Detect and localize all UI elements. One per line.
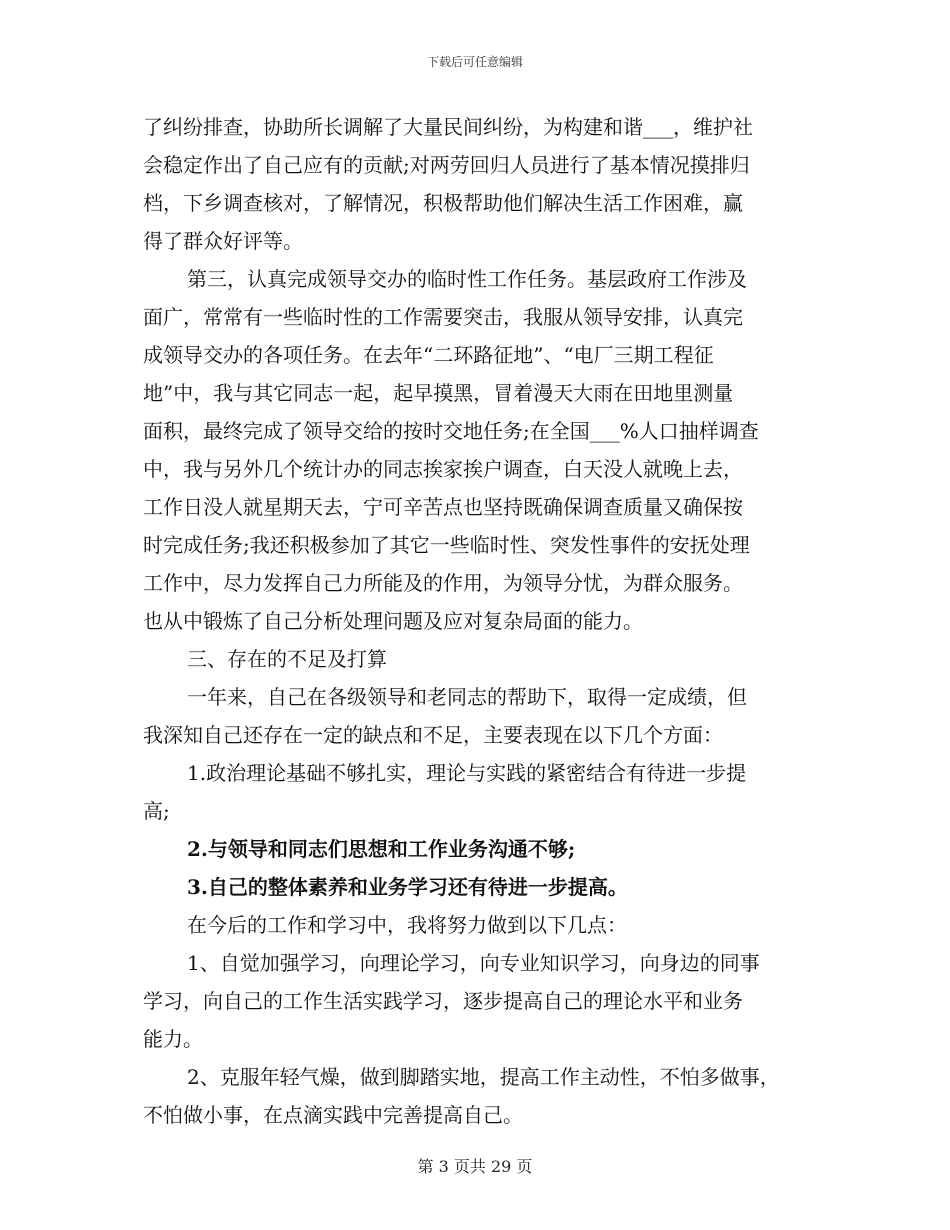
list-item: 1.政治理论基础不够扎实，理论与实践的紧密结合有待进一步提 [187,761,747,785]
page-footer: 第 3 页共 29 页 [417,1157,533,1176]
text-line: 得了群众好评等。 [143,229,303,253]
section-heading: 三、存在的不足及打算 [187,647,387,671]
text-line: 工作中，尽力发挥自己力所能及的作用，为领导分忧，为群众服务。 [143,571,743,595]
document-body [143,108,823,1134]
text-line: 面广，常常有一些临时性的工作需要突击，我服从领导安排，认真完 [143,305,743,329]
text-line: 工作日没人就星期天去，宁可辛苦点也坚持既确保调查质量又确保按 [143,495,743,519]
text-line: 也从中锻炼了自己分析处理问题及应对复杂局面的能力。 [143,609,643,633]
text-line: 我深知自己还存在一定的缺点和不足，主要表现在以下几个方面： [143,723,723,747]
text-line: 成领导交办的各项任务。在去年“二环路征地”、“电厂三期工程征 [143,343,714,367]
text-line: 高; [143,799,170,823]
paragraph-start: 一年来，自己在各级领导和老同志的帮助下，取得一定成绩，但 [187,685,747,709]
text-line: 会稳定作出了自己应有的贡献;对两劳回归人员进行了基本情况摸排归 [143,153,750,177]
list-item: 1、自觉加强学习，向理论学习，向专业知识学习，向身边的同事 [187,951,760,975]
text-line: 时完成任务;我还积极参加了其它一些临时性、突发性事件的安抚处理 [143,533,750,557]
paragraph-start: 第三，认真完成领导交办的临时性工作任务。基层政府工作涉及 [187,267,747,291]
page-header: 下载后可任意编辑 [426,55,523,69]
list-item: 2、克服年轻气燥，做到脚踏实地，提高工作主动性，不怕多做事， [187,1065,780,1089]
text-line: 学习，向自己的工作生活实践学习，逐步提高自己的理论水平和业务 [143,989,743,1013]
paragraph-start: 在今后的工作和学习中，我将努力做到以下几点： [187,913,627,937]
text-line: 中，我与另外几个统计办的同志挨家挨户调查，白天没人就晚上去， [143,457,743,481]
text-line: 了纠纷排查，协助所长调解了大量民间纠纷，为构建和谐___，维护社 [143,115,753,139]
list-item-bold: 3.自己的整体素养和业务学习还有待进一步提高。 [187,875,628,899]
text-line: 不怕做小事，在点滴实践中完善提高自己。 [143,1103,523,1127]
text-line: 能力。 [143,1027,203,1051]
text-line: 面积，最终完成了领导交给的按时交地任务;在全国___%人口抽样调查 [143,419,759,443]
list-item-bold: 2.与领导和同志们思想和工作业务沟通不够; [187,837,576,861]
text-line: 档，下乡调查核对，了解情况，积极帮助他们解决生活工作困难，赢 [143,191,743,215]
text-line: 地”中，我与其它同志一起，起早摸黑，冒着漫天大雨在田地里测量 [143,381,734,405]
